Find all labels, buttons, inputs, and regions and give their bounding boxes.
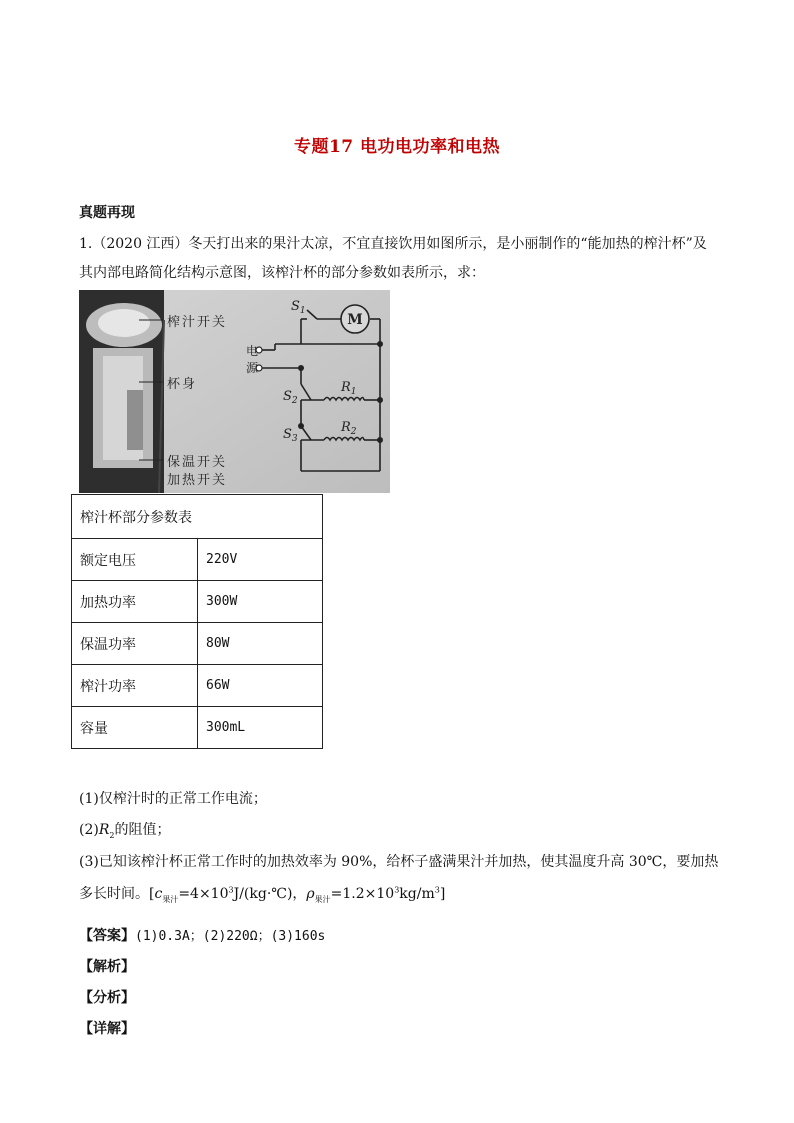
juicer-circuit-figure (79, 290, 390, 493)
table-row (72, 581, 323, 623)
table-caption-row (72, 495, 323, 539)
question-line-1: 1.（2020 江西）冬天打出来的果汁太凉，不宜直接饮用如图所示，是小丽制作的“能加热的榨汁杯”及 (79, 236, 707, 252)
density-subscript: 果汁 (314, 894, 331, 904)
resistor-r1-label: R (341, 380, 351, 395)
param-label: 保温功率 (72, 623, 198, 665)
param-value: 300mL (198, 707, 323, 749)
power-label-2: 源 (246, 361, 259, 375)
keep-warm-switch-label: 保温开关 (167, 455, 228, 470)
heating-switch-label: 加热开关 (167, 473, 228, 488)
switch-s1-subscript: 1 (299, 306, 306, 316)
answer-label: 【答案】 (79, 928, 135, 944)
switch-s2-subscript: 2 (291, 396, 298, 406)
param-label: 榨汁功率 (72, 665, 198, 707)
specific-heat-subscript: 果汁 (162, 894, 179, 904)
fenxi-label: 【分析】 (79, 990, 135, 1006)
subquestion-2-prefix: (2) (79, 822, 99, 838)
switch-s1-label: S (291, 299, 300, 314)
resistor-r2-subscript: 2 (350, 427, 357, 437)
param-value: 300W (198, 581, 323, 623)
cup-body-label: 杯身 (167, 377, 198, 392)
question-line-2: 其内部电路简化结构示意图，该榨汁杯的部分参数如表所示，求： (79, 265, 485, 281)
param-label: 额定电压 (72, 539, 198, 581)
answer-text: (1)0.3A；(2)220Ω；(3)160s (135, 929, 326, 944)
switch-s2-label: S (283, 389, 292, 404)
subquestion-3-line-2 (79, 883, 445, 905)
density-value: =1.2×10 (330, 886, 395, 902)
table-row (72, 665, 323, 707)
switch-s3-subscript: 3 (291, 434, 298, 444)
circuit-diagram (79, 290, 390, 493)
param-value: 80W (198, 623, 323, 665)
page-title: 专题17 电功电功率和电热 (293, 137, 501, 157)
specific-heat-unit: J/(kg·℃) (233, 886, 293, 902)
param-label: 加热功率 (72, 581, 198, 623)
analysis-label: 【解析】 (79, 959, 135, 975)
table-row (72, 623, 323, 665)
separator: ， (292, 886, 307, 902)
param-label: 容量 (72, 707, 198, 749)
specific-heat-symbol: c (154, 886, 163, 902)
motor-label: M (347, 312, 363, 328)
density-unit: kg/m (399, 886, 435, 902)
resistor-variable: R (98, 822, 110, 838)
detail-label: 【详解】 (79, 1021, 135, 1037)
subquestion-2 (79, 819, 170, 840)
table-row (72, 707, 323, 749)
table-caption: 榨汁杯部分参数表 (72, 495, 323, 539)
answer-line (79, 925, 325, 945)
density-symbol: ρ (306, 886, 315, 902)
density-unit-exponent: 3 (434, 885, 440, 895)
subquestion-2-suffix: 的阻值； (114, 822, 171, 838)
specific-heat-value: =4×10 (178, 886, 229, 902)
density-exponent: 3 (394, 885, 400, 895)
switch-s3-label: S (283, 427, 292, 442)
subquestion-1: (1)仅榨汁时的正常工作电流； (79, 791, 267, 807)
param-value: 220V (198, 539, 323, 581)
subquestion-3-prefix: 多长时间。[ (79, 886, 155, 902)
table-row (72, 539, 323, 581)
parameter-table (71, 494, 323, 749)
specific-heat-exponent: 3 (228, 885, 234, 895)
resistor-subscript: 2 (109, 830, 115, 840)
resistor-r2-label: R (341, 420, 351, 435)
param-value: 66W (198, 665, 323, 707)
section-heading: 真题再现 (79, 205, 135, 221)
power-label-1: 电 (246, 344, 259, 358)
subquestion-3-line-1: (3)已知该榨汁杯正常工作时的加热效率为 90%，给杯子盛满果汁并加热，使其温度升高 30℃，要加热 (79, 854, 719, 870)
bracket-close: ] (439, 886, 446, 902)
juice-switch-label: 榨汁开关 (167, 315, 228, 330)
resistor-r1-subscript: 1 (350, 387, 357, 397)
